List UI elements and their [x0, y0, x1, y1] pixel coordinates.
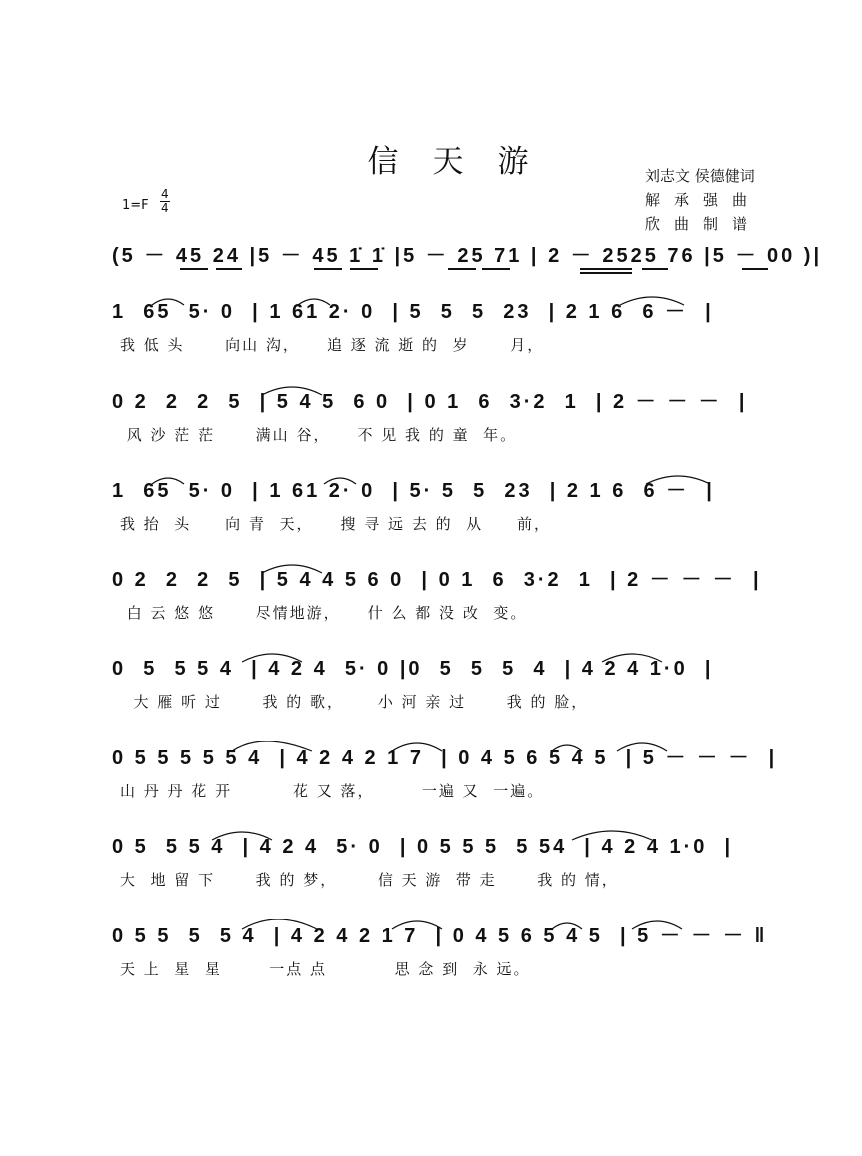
score-row [112, 474, 778, 554]
lyrics-line: 天 上 星 星 一点 点 思 念 到 永 远。 [120, 960, 531, 978]
score-row [112, 919, 778, 999]
notes-line: 0 5 5 5 5 4 | 4 2 4 2 1 7 | 0 4 5 6 5 4 5 | 5 － － － ‖ [112, 925, 768, 947]
lyrics-line: 大 地 留 下 我 的 梦， 信 天 游 带 走 我 的 情， [120, 871, 619, 889]
slur-marks [112, 295, 778, 335]
lyrics-line: 山 丹 丹 花 开 花 又 落， 一遍 又 一遍。 [120, 782, 545, 800]
key-signature: 1=F [122, 198, 149, 213]
score-row [112, 652, 778, 732]
notes-line: 0 2 2 2 5 | 5 4 5 6 0 | 0 1 6 3·2 1 | 2 － － － | [112, 391, 748, 413]
notation-credit: 欣曲制谱 [645, 215, 762, 233]
slur-marks [112, 563, 778, 603]
lyricist-credit: 刘志文 侯德健词 [645, 167, 755, 185]
notes-line: 0 2 2 2 5 | 5 4 4 5 6 0 | 0 1 6 3·2 1 | 2 － － － | [112, 569, 762, 591]
notes-line: (5 － 45 24 |5 － 45 1̇ 1̇ |5 － 25 71 | 2 － 2525 76 |5 － 00 )| [112, 245, 823, 267]
score-row [112, 830, 778, 910]
underline-marks [112, 239, 823, 279]
notes-line: 0 5 5 5 4 | 4 2 4 5· 0 | 0 5 5 5 5 54 | 4 2 4 1·0 | [112, 836, 734, 858]
score-row [112, 741, 778, 821]
lyrics-line: 我 抬 头 向 青 天， 搜 寻 远 去 的 从 前， [120, 515, 551, 533]
time-signature [160, 188, 170, 215]
notes-line: 1 65 5· 0 | 1 61 2· 0 | 5 5 5 23 | 2 1 6 6 － | [112, 301, 714, 323]
lyrics-line: 白 云 悠 悠 尽情地游， 什 么 都 没 改 变。 [120, 604, 528, 622]
score-row [112, 563, 778, 643]
lyrics-line: 大 雁 听 过 我 的 歌， 小 河 亲 过 我 的 脸， [120, 693, 589, 711]
lyrics-line: 我 低 头 向山 沟， 追 逐 流 逝 的 岁 月， [120, 336, 545, 354]
slur-marks [112, 919, 778, 959]
song-title: 信天游 [367, 144, 563, 180]
slur-marks [112, 830, 778, 870]
notes-line: 0 5 5 5 4 | 4 2 4 5· 0 |0 5 5 5 4 | 4 2 4 1·0 | [112, 658, 714, 680]
lyrics-line: 风 沙 茫 茫 满山 谷， 不 见 我 的 童 年。 [120, 426, 518, 444]
score-row [112, 385, 778, 465]
slur-marks [112, 652, 778, 692]
notes-line: 1 65 5· 0 | 1 61 2· 0 | 5· 5 5 23 | 2 1 6 6 － | [112, 480, 715, 502]
score-row [112, 295, 778, 375]
notes-line: 0 5 5 5 5 5 4 | 4 2 4 2 1 7 | 0 4 5 6 5 4 5 | 5 － － － | [112, 747, 778, 769]
time-signature-bottom: 4 [161, 201, 169, 215]
time-signature-top: 4 [161, 187, 169, 201]
slur-marks [112, 474, 778, 514]
composer-credit: 解承强曲 [645, 191, 762, 209]
slur-marks [112, 741, 778, 781]
slur-marks [112, 385, 778, 425]
